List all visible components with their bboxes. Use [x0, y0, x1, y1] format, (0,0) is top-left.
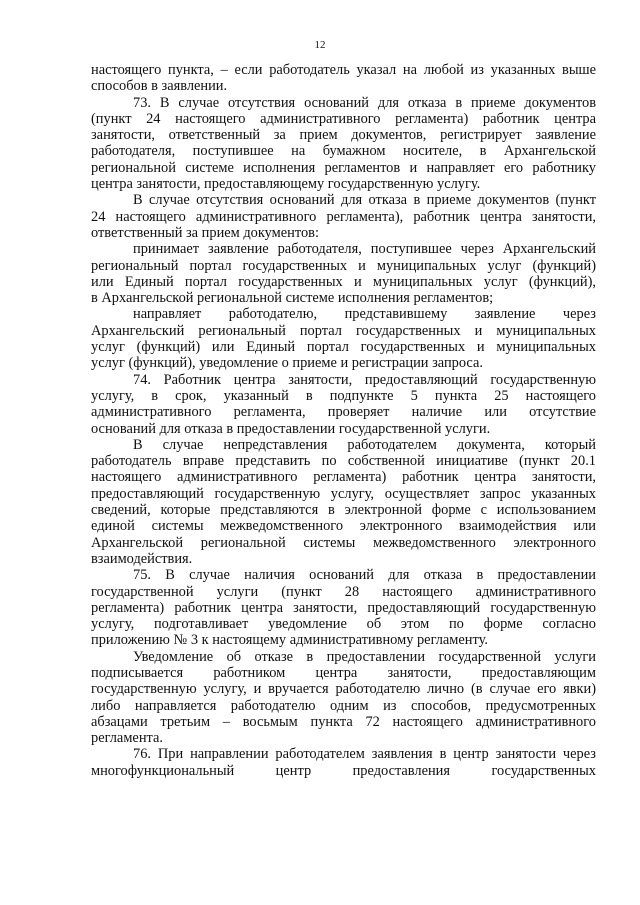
text-line: сведений, которые представляются в электронной форме с использованием	[91, 502, 596, 519]
text-line: в Архангельской региональной системе исполнения регламентов;	[91, 290, 494, 307]
text-line: регламента) работник центра занятости, предоставляющий государственную	[91, 599, 596, 616]
text-line: регламента.	[91, 730, 163, 747]
text-line: настоящего пункта, – если работодатель указал на любой из указанных выше	[91, 62, 596, 78]
text-line: услуг (функций) или Единый портал государственных и муниципальных	[91, 339, 596, 356]
text-line: оснований для отказа в предоставлении государственной услуги.	[91, 420, 491, 437]
paragraph-start: направляет работодателю, представившему заявление через	[133, 306, 596, 323]
text-line: услуг (функций), уведомление о приеме и регистрации запроса.	[91, 355, 483, 372]
paragraph-73-start: 73. В случае отсутствия оснований для отказа в приеме документов	[133, 94, 596, 111]
text-line: Архангельской региональной системы межведомственного электронного	[91, 534, 596, 551]
text-line: ответственный за прием документов:	[91, 224, 319, 241]
text-line: многофункциональный центр предоставления государственных	[91, 762, 596, 779]
document-body	[91, 62, 596, 779]
text-line: государственную услугу, и вручается работодателю лично (в случае его явки)	[91, 681, 596, 698]
paragraph-start: В случае отсутствия оснований для отказа в приеме документов (пункт	[133, 192, 596, 209]
text-line: приложению № 3 к настоящему административному регламенту.	[91, 632, 488, 649]
text-line: работодателя, поступившее на бумажном носителе, в Архангельской	[91, 143, 596, 160]
text-line: единой системы межведомственного электронного взаимодействия или	[91, 518, 596, 535]
paragraph-75-start: 75. В случае наличия оснований для отказа в предоставлении	[133, 567, 596, 584]
text-line: (пункт 24 настоящего административного регламента) работник центра	[91, 110, 596, 127]
text-line: услугу, в срок, указанный в подпункте 5 пункта 25 настоящего	[91, 387, 596, 404]
paragraph-start: В случае непредставления работодателем документа, который	[133, 436, 596, 453]
text-line: абзацами третьим – восьмым пункта 72 настоящего административного	[91, 713, 596, 730]
paragraph-start: Уведомление об отказе в предоставлении государственной услуги	[133, 648, 596, 665]
text-line: или Единый портал государственных и муниципальных услуг (функций),	[91, 273, 596, 290]
text-line: способов в заявлении.	[91, 78, 228, 95]
text-line: региональной системе исполнения регламентов и направляет его работнику	[91, 159, 596, 176]
text-line: Архангельский региональный портал государственных и муниципальных	[91, 322, 596, 339]
paragraph-76-start: 76. При направлении работодателем заявления в центр занятости через	[133, 746, 596, 763]
text-line: работодатель вправе представить по собственной инициативе (пункт 20.1	[91, 453, 596, 470]
text-line: подписывается работником центра занятости, предоставляющим	[91, 664, 596, 681]
text-line: либо направляется работодателю одним из способов, предусмотренных	[91, 697, 596, 714]
text-line: 24 настоящего административного регламента), работник центра занятости,	[91, 208, 596, 225]
text-line: государственной услуги (пункт 28 настоящего административного	[91, 583, 596, 600]
text-line: центра занятости, предоставляющему государственную услугу.	[91, 176, 481, 193]
page-number: 12	[314, 39, 326, 51]
text-line: взаимодействия.	[91, 550, 193, 567]
text-line: региональный портал государственных и муниципальных услуг (функций)	[91, 257, 596, 274]
text-line: административного регламента, проверяет наличие или отсутствие	[91, 404, 596, 421]
text-line: настоящего административного регламента) работник центра занятости,	[91, 469, 596, 486]
text-line: занятости, ответственный за прием документов, регистрирует заявление	[91, 127, 596, 144]
text-line: предоставляющий государственную услугу, осуществляет запрос указанных	[91, 485, 596, 502]
text-line: услугу, подготавливает уведомление об этом по форме согласно	[91, 616, 596, 633]
paragraph-start: принимает заявление работодателя, поступившее через Архангельский	[133, 241, 596, 258]
paragraph-74-start: 74. Работник центра занятости, предоставляющий государственную	[133, 371, 596, 388]
